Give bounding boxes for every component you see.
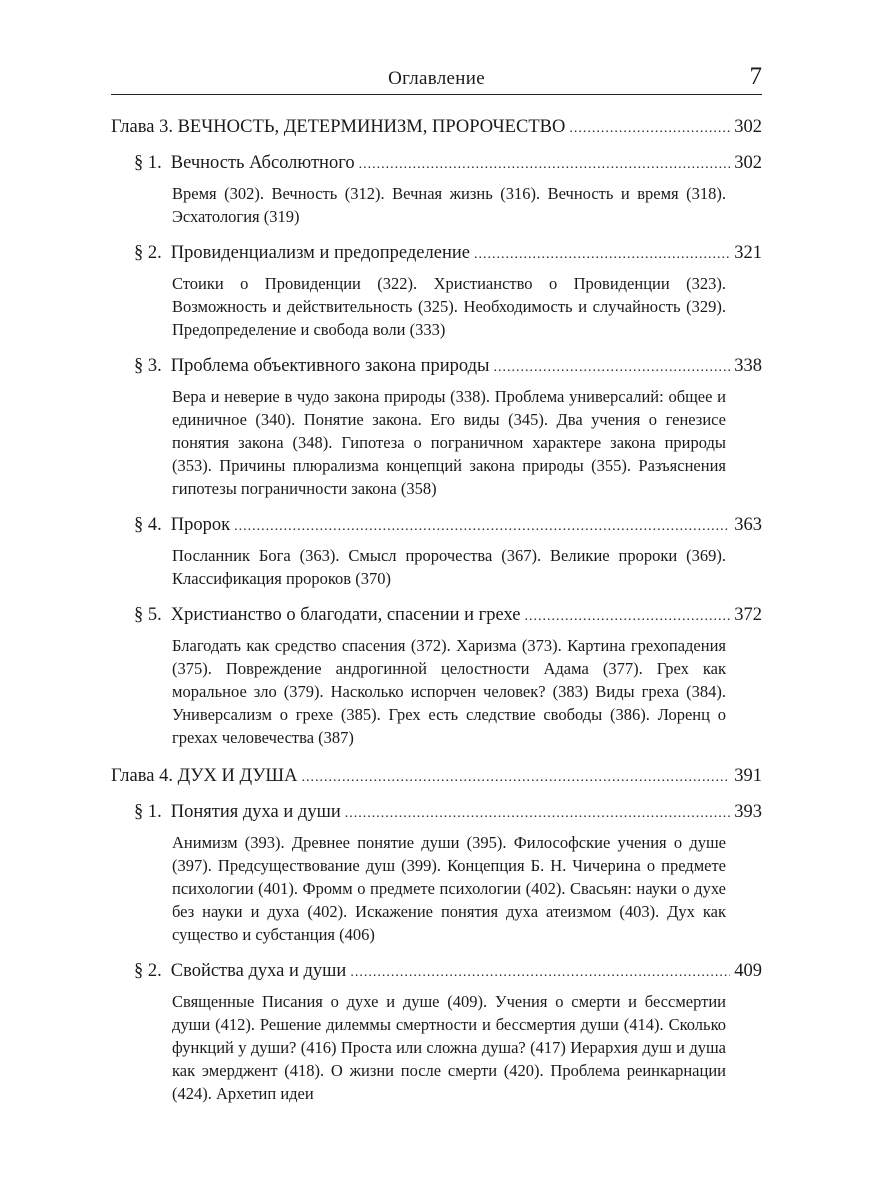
section-description: Стоики о Провиденции (322). Христианство о Провиденции (323). Возможность и действительность (325). Необходимость и случайность (329). Предопределение и свобода воли (333) [172, 274, 726, 339]
section-page: 338 [734, 356, 762, 376]
section-4-2 [134, 958, 762, 1105]
section-number: § 4. [134, 515, 162, 535]
section-description: Время (302). Вечность (312). Вечная жизнь (316). Вечность и время (318). Эсхатология (319) [172, 184, 726, 226]
section-description: Священные Писания о духе и душе (409). Учения о смерти и бессмертии души (412). Решение дилеммы смертности и бессмертия души (414). Сколько функций у души? (416) Проста или сложна душа? (417) Иерархия душ и душа как эмерджент (418). О жизни после смерти (420). Проблема реинкарнации (424). Архетип идеи [172, 992, 726, 1103]
section-description: Посланник Бога (363). Смысл пророчества (367). Великие пророки (369). Классификация пророков (370) [172, 546, 726, 588]
header-page-number: 7 [749, 63, 762, 90]
dot-leader [234, 514, 730, 540]
section-title: Христианство о благодати, спасении и грехе [170, 605, 521, 625]
section-number: § 1. [134, 802, 162, 822]
section-entry[interactable] [134, 150, 762, 178]
section-description: Вера и неверие в чудо закона природы (338). Проблема универсалий: общее и единичное (340). Понятие закона. Его виды (345). Два учения о генезисе понятия закона (348). Гипотеза о пограничном характере закона природы (353). Причины плюрализма концепций закона природы (355). Разъяснения гипотезы пограничности закона (358) [172, 387, 726, 498]
section-entry[interactable] [134, 958, 762, 986]
section-number: § 1. [134, 153, 162, 173]
section-title: Вечность Абсолютного [170, 153, 355, 173]
section-description: Анимизм (393). Древнее понятие души (395). Философские учения о душе (397). Предсуществование душ (399). Концепция Б. Н. Чичерина о предмете психологии (401). Фромм о предмете психологии (402). Свасьян: науки о духе без науки и духа (402). Искажение понятия духа атеизмом (403). Дух как существо и субстанция (406) [172, 833, 726, 944]
section-title: Провиденциализм и предопределение [170, 243, 470, 263]
section-page: 372 [734, 605, 762, 625]
section-title: Свойства духа и души [170, 961, 347, 981]
dot-leader [569, 116, 730, 142]
section-3-1 [134, 150, 762, 228]
section-title: Понятия духа и души [170, 802, 341, 822]
dot-leader [350, 960, 730, 986]
section-page: 302 [734, 153, 762, 173]
section-number: § 2. [134, 961, 162, 981]
section-page: 363 [734, 515, 762, 535]
section-4-1 [134, 799, 762, 946]
section-entry[interactable] [134, 353, 762, 381]
chapter-title: Глава 3. ВЕЧНОСТЬ, ДЕТЕРМИНИЗМ, ПРОРОЧЕСТВО [111, 117, 566, 137]
section-entry[interactable] [134, 240, 762, 268]
dot-leader [493, 355, 730, 381]
section-3-2 [134, 240, 762, 341]
dot-leader [524, 604, 730, 630]
section-page: 393 [734, 802, 762, 822]
section-entry[interactable] [134, 512, 762, 540]
chapter-entry[interactable] [111, 763, 762, 791]
section-number: § 2. [134, 243, 162, 263]
dot-leader [345, 801, 731, 827]
section-entry[interactable] [134, 799, 762, 827]
table-of-contents [111, 114, 762, 1119]
section-3-5 [134, 602, 762, 749]
section-number: § 5. [134, 605, 162, 625]
chapter-4 [111, 763, 762, 1105]
chapter-entry[interactable] [111, 114, 762, 142]
chapter-3 [111, 114, 762, 749]
section-page: 409 [734, 961, 762, 981]
chapter-page: 302 [734, 117, 762, 137]
section-title: Проблема объективного закона природы [170, 356, 490, 376]
section-entry[interactable] [134, 602, 762, 630]
section-page: 321 [734, 243, 762, 263]
section-3-4 [134, 512, 762, 590]
section-3-3 [134, 353, 762, 500]
section-description: Благодать как средство спасения (372). Харизма (373). Картина грехопадения (375). Повреждение андрогинной целостности Адама (377). Грех как моральное зло (379). Насколько испорчен человек? (383) Виды греха (384). Универсализм о грехе (385). Грех есть следствие свободы (386). Лоренц о грехах человечества (387) [172, 636, 726, 747]
dot-leader [359, 152, 731, 178]
section-number: § 3. [134, 356, 162, 376]
chapter-title: Глава 4. ДУХ И ДУША [111, 766, 298, 786]
section-title: Пророк [170, 515, 231, 535]
header-title: Оглавление [388, 68, 485, 89]
running-header [111, 60, 762, 95]
chapter-page: 391 [734, 766, 762, 786]
dot-leader [301, 765, 730, 791]
dot-leader [474, 242, 730, 268]
